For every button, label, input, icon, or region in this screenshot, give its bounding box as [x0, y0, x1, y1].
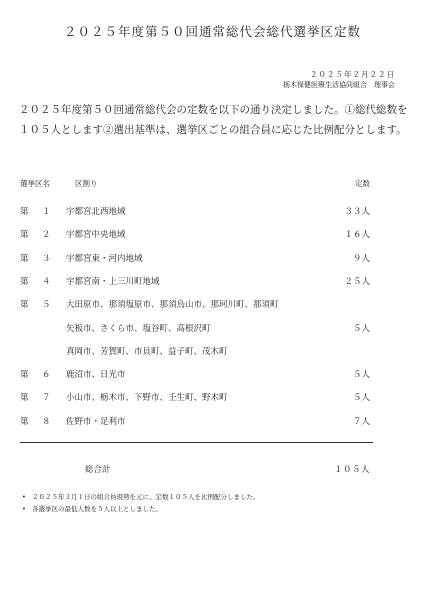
document-date: ２０２５年２月２２日 [310, 70, 395, 79]
district-seats: ３３人 [344, 207, 370, 217]
district-number: ８ [42, 416, 51, 427]
district-seats: ５人 [352, 323, 370, 334]
district-area: 佐野市・足利市 [66, 416, 126, 427]
note-text: 各選挙区の最低人数を５人以上としました。 [32, 505, 162, 513]
notes-list [22, 491, 260, 515]
note-text: ２０２５年３月１日の組合員現勢を元に、定数１０５人を比例配分しました。 [32, 493, 260, 501]
district-area: 大田原市、那須塩原市、那須烏山市、那珂川町、那須町 [66, 300, 279, 311]
district-seats: １６人 [344, 230, 370, 241]
district-area: 宇都宮東・河内地域 [66, 253, 143, 264]
note-item [22, 491, 260, 503]
district-area: 宇都宮北西地域 [66, 207, 126, 217]
district-prefix: 第 [20, 253, 29, 264]
divider-line [20, 442, 373, 443]
district-area: 真岡市、芳賀町、市貝町、益子町、茂木町 [66, 346, 228, 357]
district-prefix: 第 [20, 276, 29, 287]
district-prefix: 第 [20, 230, 29, 241]
district-number: ７ [42, 393, 51, 404]
total-label: 総合計 [85, 465, 111, 475]
district-seats: ７人 [352, 416, 370, 427]
district-seats: ２５人 [344, 276, 370, 287]
district-number: １ [42, 207, 51, 217]
district-number: ５ [42, 300, 51, 311]
district-prefix: 第 [20, 207, 29, 217]
district-prefix: 第 [20, 416, 29, 427]
intro-paragraph: ２０２５年度第５０回通常総代会の定数を以下の通り決定しました。①総代総数を１０５人とします②選出基準は、選挙区ごとの組合員に応じた比例配分とします。 [19, 104, 408, 136]
total-value: １０５人 [333, 465, 370, 475]
header-quota: 定数 [355, 179, 370, 188]
district-number: ２ [42, 230, 51, 241]
district-number: ３ [42, 253, 51, 264]
district-area: 小山市、栃木市、下野市、壬生町、野木町 [66, 393, 228, 404]
district-area: 宇都宮南・上三川町地域 [66, 276, 160, 287]
district-prefix: 第 [20, 300, 29, 311]
district-number: ４ [42, 276, 51, 287]
district-seats: ９人 [352, 253, 370, 264]
district-prefix: 第 [20, 393, 29, 404]
issuing-organization: 栃木保健医療生活協同組合 理事会 [283, 81, 395, 89]
header-district: 選挙区名 [20, 179, 50, 188]
document-title: ２０２５年度第５０回通常総代会総代選挙区定数 [63, 24, 361, 39]
district-number: ６ [42, 370, 51, 381]
district-area: 宇都宮中央地域 [66, 230, 126, 241]
note-item [22, 503, 260, 515]
district-seats: ５人 [352, 393, 370, 404]
district-area: 矢板市、さくら市、塩谷町、高根沢町 [66, 323, 211, 334]
district-prefix: 第 [20, 370, 29, 381]
district-seats: ５人 [352, 370, 370, 381]
district-area: 鹿沼市、日光市 [66, 370, 126, 381]
bullet-icon: • [22, 493, 26, 501]
header-area: 区割り [75, 179, 98, 188]
bullet-icon: • [22, 505, 26, 513]
